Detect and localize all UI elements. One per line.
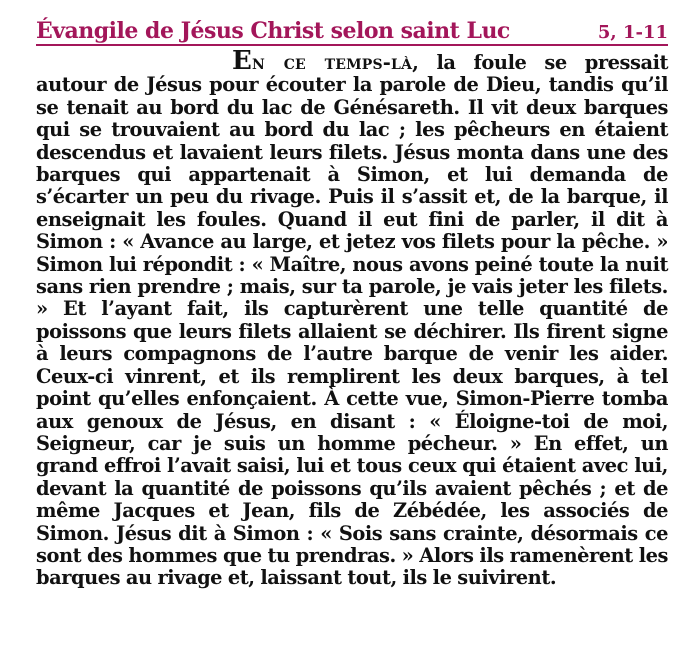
scripture-reference: 5, 1-11 [597, 22, 668, 43]
reading-text [36, 46, 668, 590]
incipit-text: n ce temps-là [252, 51, 413, 74]
reading-header [36, 8, 668, 46]
gospel-reading-page [36, 8, 668, 609]
initial-letter: E [232, 46, 253, 76]
incipit [232, 46, 413, 76]
reading-body: , la foule se pressait autour de Jésus pour écouter la parole de Dieu, tandis qu’il se tenait au bord du lac de Génésareth. Il vit deux barques qui se trouvaient au bord du lac ; les pêcheurs en étaient descendus et lavaient leurs filets. Jésus monta dans une des barques qui appartenait à Simon, et lui demanda de s’écarter un peu du rivage. Puis il s’assit et, de la barque, il enseignait les foules. Quand il eut fini de parler, il dit à Simon : « Avance au large, et jetez vos filets pour la pêche. » Simon lui répondit : « Maître, nous avons peiné toute la nuit sans rien prendre ; mais, sur ta parole, je vais jeter les filets. » Et l’ayant fait, ils capturèrent une telle quantité de poissons que leurs filets allaient se déchirer. Ils firent signe à leurs compagnons de l’autre barque de venir les aider. Ceux-ci vinrent, et ils remplirent les deux barques, à tel point qu’elles enfonçaient. À cette vue, Simon-Pierre tomba aux genoux de Jésus, en disant : « Éloigne-toi de moi, Seigneur, car je suis un homme pécheur. » En effet, un grand effroi l’avait saisi, lui et tous ceux qui étaient avec lui, devant la quantité de poissons qu’ils avaient pêchés ; et de même Jacques et Jean, fils de Zébédée, les associés de Simon. Jésus dit à Simon : « Sois sans crainte, désormais ce sont des hommes que tu prendras. » Alors ils ramenèrent les barques au rivage et, laissant tout, ils le suivirent. [36, 51, 668, 590]
reading-title: Évangile de Jésus Christ selon saint Luc [36, 18, 510, 44]
